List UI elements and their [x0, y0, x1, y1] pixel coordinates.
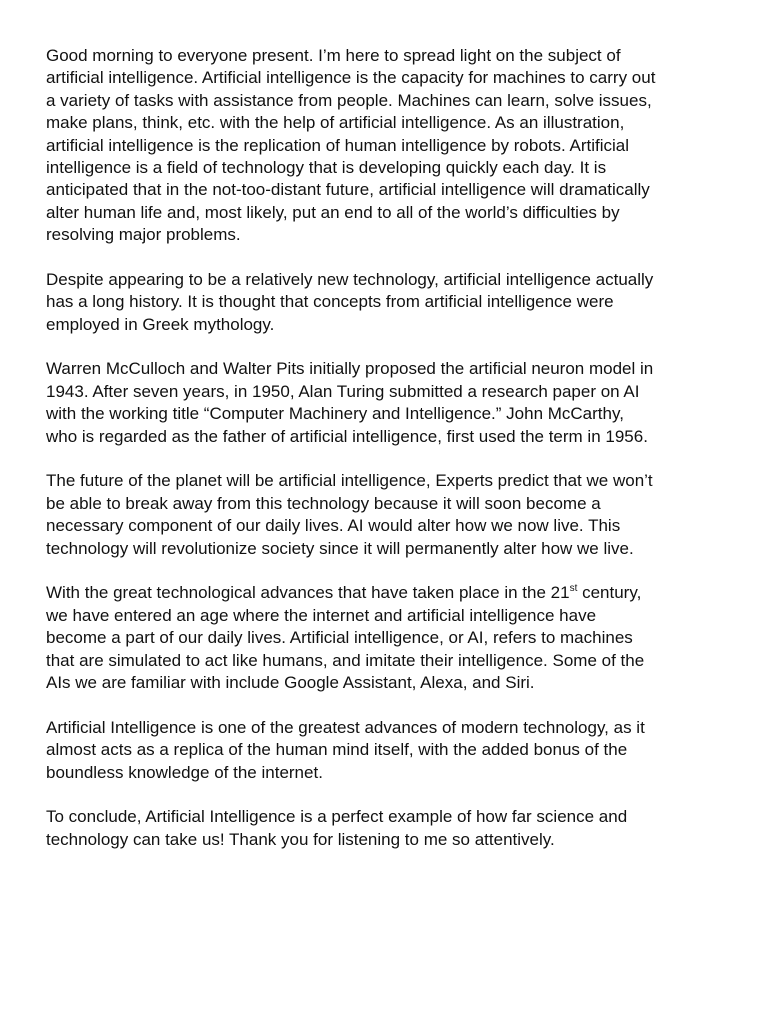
paragraph-future: [46, 470, 726, 560]
text-line: be able to break away from this technology because it will soon become a: [46, 493, 601, 513]
text-line: has a long history. It is thought that concepts from artificial intelligence were: [46, 292, 614, 312]
text-line: The future of the planet will be artificial intelligence, Experts predict that we won’t: [46, 471, 653, 491]
text-line: become a part of our daily lives. Artificial intelligence, or AI, refers to machines: [46, 628, 633, 648]
paragraph-greatest-advances: [46, 717, 726, 784]
text-line: technology will revolutionize society since it will permanently alter how we live.: [46, 538, 634, 558]
text-line: who is regarded as the father of artificial intelligence, first used the term in 1956.: [46, 426, 648, 446]
text-line: intelligence is a field of technology that is developing quickly each day. It is: [46, 157, 607, 177]
text-line: we have entered an age where the internet and artificial intelligence have: [46, 605, 597, 625]
text-line: Good morning to everyone present. I’m here to spread light on the subject of: [46, 46, 621, 65]
text-line: technology can take us! Thank you for listening to me so attentively.: [46, 829, 555, 849]
text-line: anticipated that in the not-too-distant future, artificial intelligence will dramatically: [46, 180, 650, 200]
document-page: [46, 45, 726, 873]
paragraph-21st-century: [46, 582, 726, 694]
ordinal-superscript: st: [569, 583, 578, 595]
text-line: necessary component of our daily lives. AI would alter how we now live. This: [46, 516, 621, 536]
text-run: century,: [577, 583, 642, 603]
text-run: With the great technological advances that have taken place in the 21: [46, 583, 570, 603]
text-line: that are simulated to act like humans, and imitate their intelligence. Some of the: [46, 650, 645, 670]
paragraph-pioneers: [46, 358, 726, 448]
text-line: almost acts as a replica of the human mind itself, with the added bonus of the: [46, 740, 628, 760]
text-line: artificial intelligence. Artificial intelligence is the capacity for machines to carry out: [46, 68, 656, 88]
text-line: boundless knowledge of the internet.: [46, 762, 323, 782]
text-line: artificial intelligence is the replication of human intelligence by robots. Artificial: [46, 135, 630, 155]
text-line: resolving major problems.: [46, 225, 241, 245]
text-line: make plans, think, etc. with the help of artificial intelligence. As an illustration,: [46, 113, 625, 133]
text-line: a variety of tasks with assistance from people. Machines can learn, solve issues,: [46, 90, 652, 110]
text-line: Artificial Intelligence is one of the greatest advances of modern technology, as it: [46, 717, 645, 737]
text-line: Despite appearing to be a relatively new technology, artificial intelligence actually: [46, 269, 654, 289]
text-line: alter human life and, most likely, put an end to all of the world’s difficulties by: [46, 202, 620, 222]
text-line: AIs we are familiar with include Google Assistant, Alexa, and Siri.: [46, 672, 535, 692]
text-line: with the working title “Computer Machinery and Intelligence.” John McCarthy,: [46, 404, 624, 424]
paragraph-conclusion: [46, 806, 726, 851]
paragraph-introduction: [46, 45, 726, 247]
text-line: Warren McCulloch and Walter Pits initially proposed the artificial neuron model in: [46, 359, 654, 379]
text-line: 1943. After seven years, in 1950, Alan Turing submitted a research paper on AI: [46, 381, 640, 401]
text-line-with-superscript: [46, 582, 726, 604]
text-line: To conclude, Artificial Intelligence is a perfect example of how far science and: [46, 807, 628, 827]
paragraph-history: [46, 269, 726, 336]
text-line: employed in Greek mythology.: [46, 314, 275, 334]
